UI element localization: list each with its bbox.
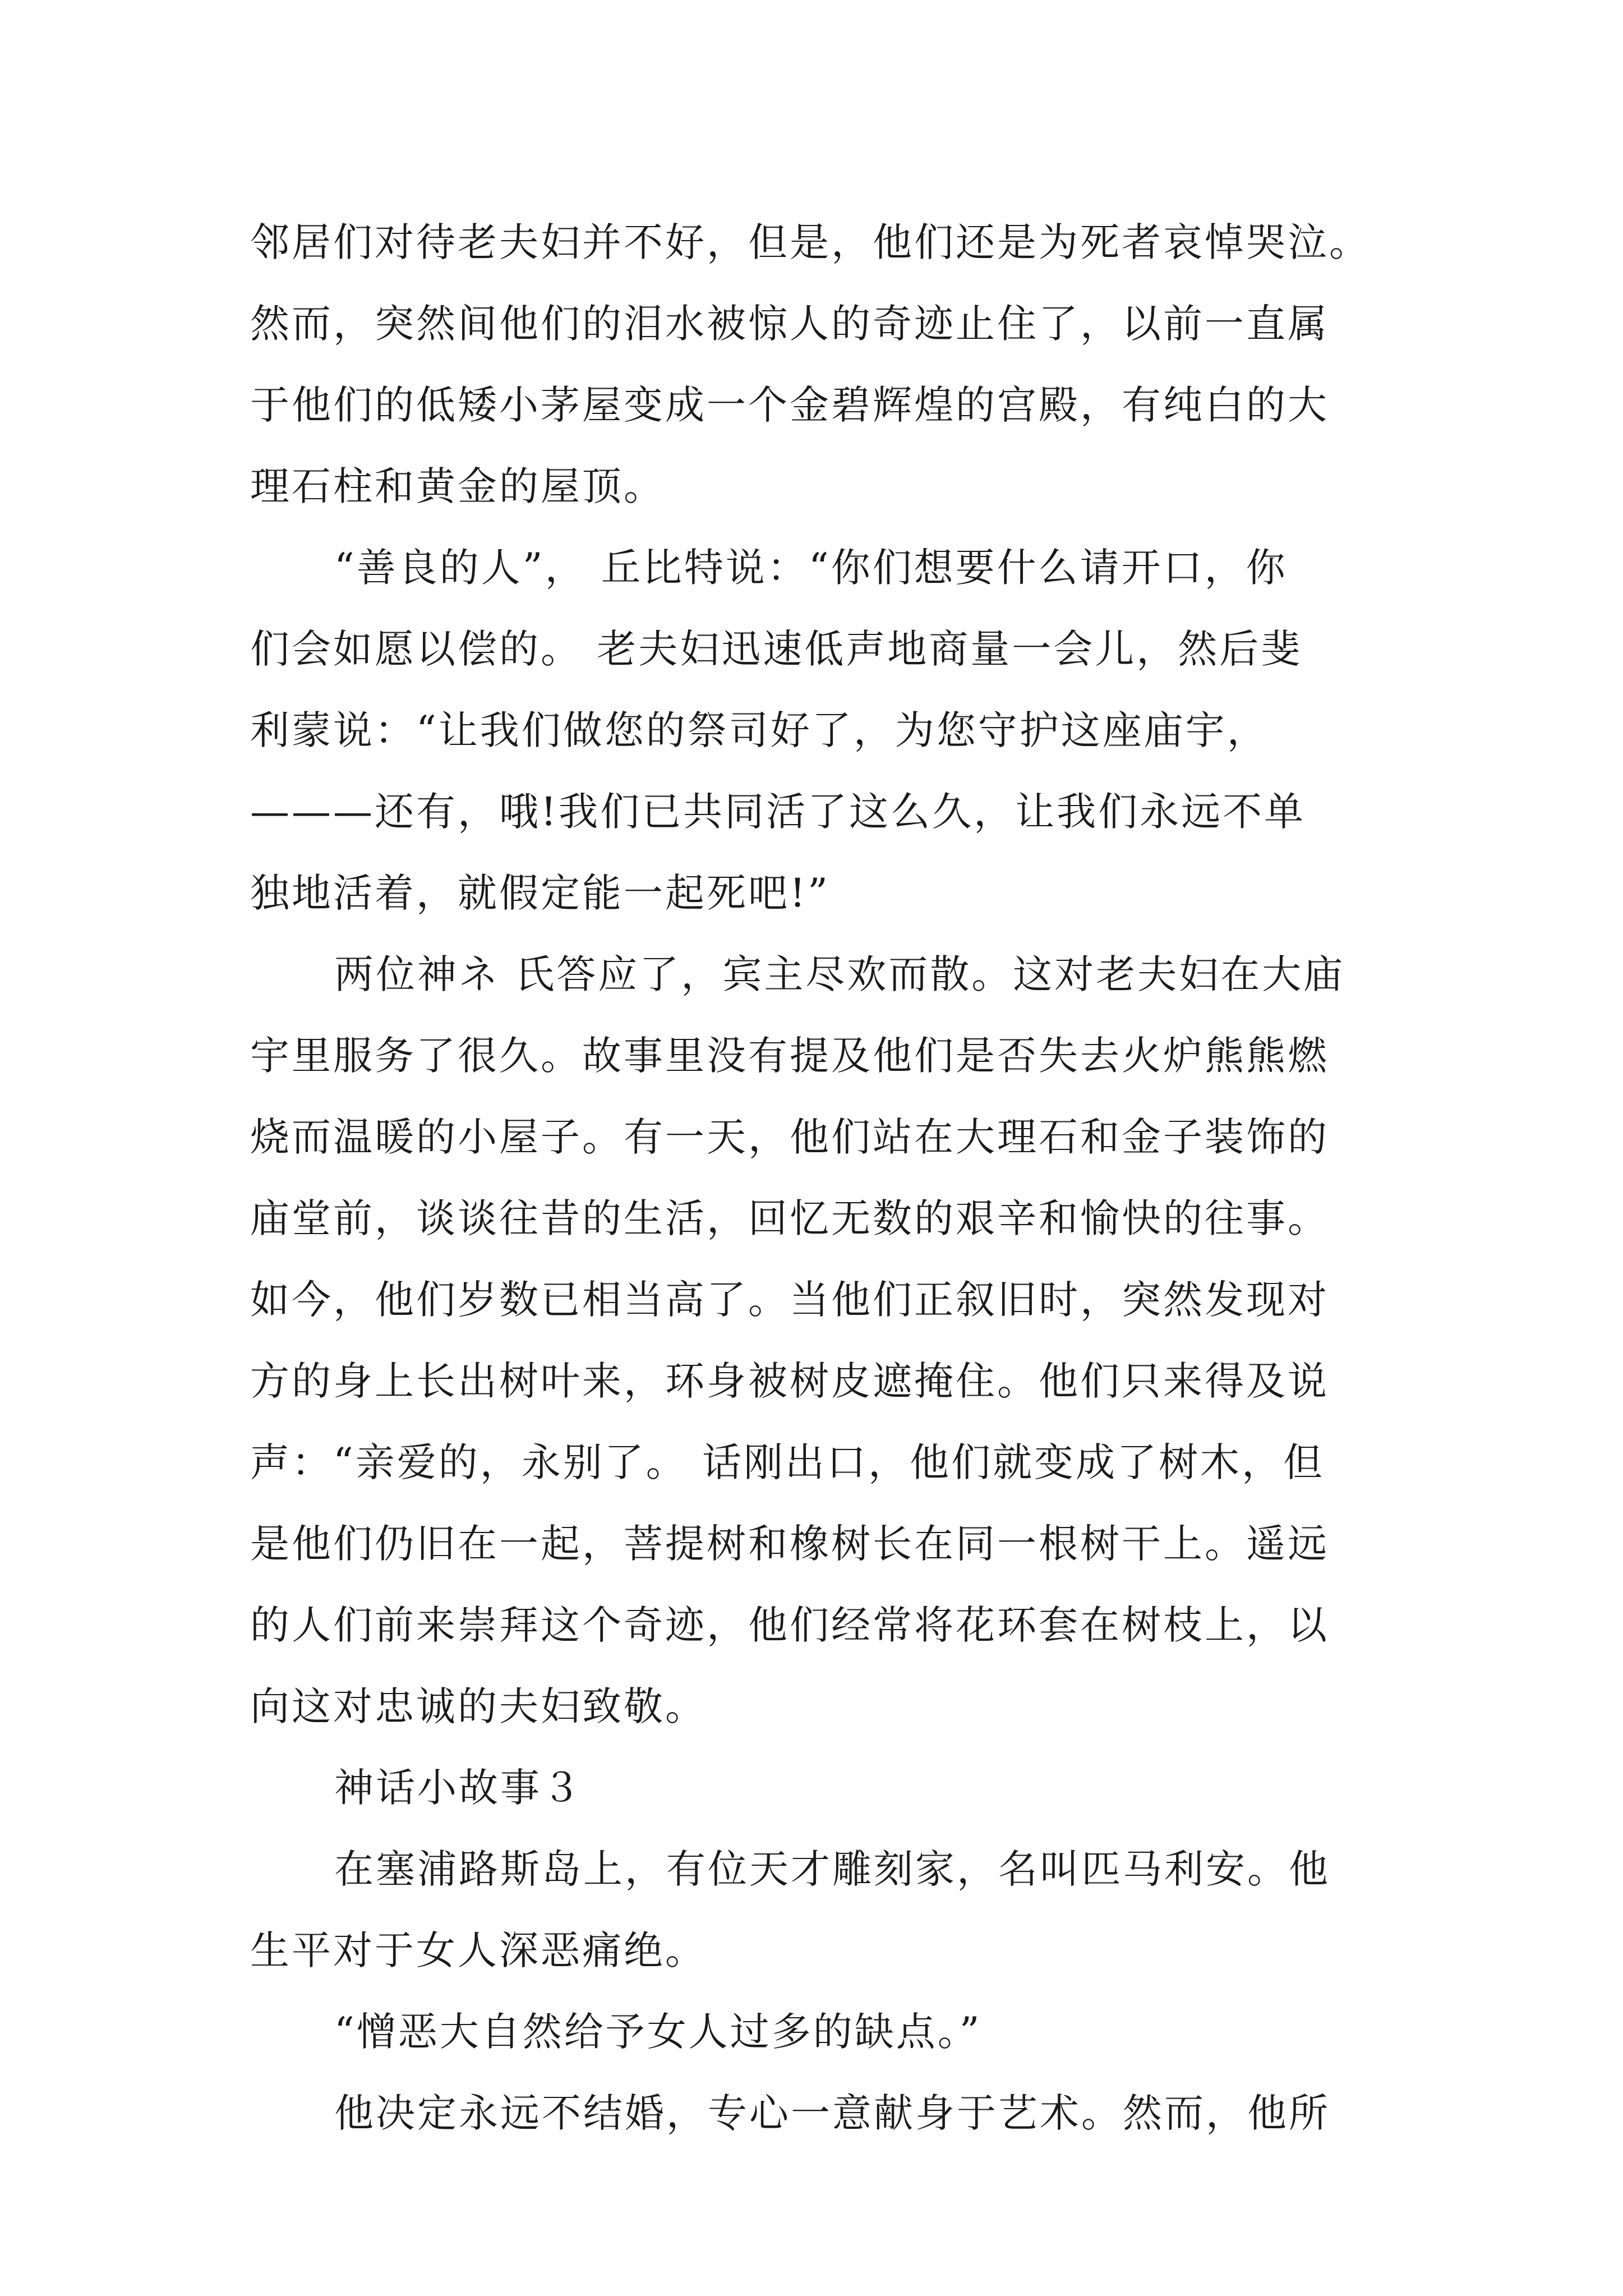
- text-line: 庙堂前，谈谈往昔的生活，回忆无数的艰辛和愉快的往事。: [250, 1195, 1329, 1241]
- text-line: ———还有，哦!我们已共同活了这么久，让我们永远不单: [250, 789, 1306, 835]
- text-line: 如今，他们岁数已相当高了。当他们正叙旧时，突然发现对: [250, 1277, 1329, 1323]
- text-line: 在塞浦路斯岛上，有位天才雕刻家，名叫匹马利安。他: [334, 1846, 1330, 1892]
- body-text: [250, 202, 1394, 2154]
- text-line: 两位神ネ 氏答应了，宾主尽欢而散。这对老夫妇在大庙: [334, 951, 1345, 997]
- text-line: 是他们仍旧在一起，菩提树和橡树长在同一根树干上。遥远: [250, 1521, 1329, 1567]
- text-line: 然而，突然间他们的泪水被惊人的奇迹止住了，以前一直属: [250, 301, 1329, 347]
- text-line: 独地活着，就假定能一起死吧!”: [250, 870, 830, 916]
- text-line: 理石柱和黄金的屋顶。: [250, 463, 665, 509]
- text-line: 声：“亲爱的，永别了。 话刚出口，他们就变成了树木，但: [250, 1439, 1325, 1485]
- text-line: 们会如愿以偿的。 老夫妇迅速低声地商量一会儿，然后斐: [250, 626, 1303, 672]
- text-line: “善良的人”， 丘比特说：“你们想要什么请开口，你: [334, 545, 1288, 591]
- text-line: 邻居们对待老夫妇并不好，但是，他们还是为死者哀悼哭泣。: [250, 219, 1371, 265]
- text-line: 生平对于女人深恶痛绝。: [250, 1927, 707, 1973]
- text-line: 于他们的低矮小茅屋变成一个金碧辉煌的宫殿，有纯白的大: [250, 382, 1329, 428]
- section-heading: 神话小故事３: [334, 1765, 583, 1811]
- text-line: 利蒙说：“让我们做您的祭司好了，为您守护这座庙宇，: [250, 707, 1269, 753]
- text-line: “憎恶大自然给予女人过多的缺点。”: [334, 2009, 982, 2055]
- text-line: 他决定永远不结婚，专心一意献身于艺术。然而，他所: [334, 2090, 1330, 2136]
- text-line: 的人们前来崇拜这个奇迹，他们经常将花环套在树枝上，以: [250, 1602, 1329, 1648]
- text-line: 烧而温暖的小屋子。有一天，他们站在大理石和金子装饰的: [250, 1114, 1329, 1160]
- text-line: 向这对忠诚的夫妇致敬。: [250, 1683, 707, 1729]
- text-line: 宇里服务了很久。故事里没有提及他们是否失去火炉熊熊燃: [250, 1033, 1329, 1079]
- text-line: 方的身上长出树叶来，环身被树皮遮掩住。他们只来得及说: [250, 1358, 1329, 1404]
